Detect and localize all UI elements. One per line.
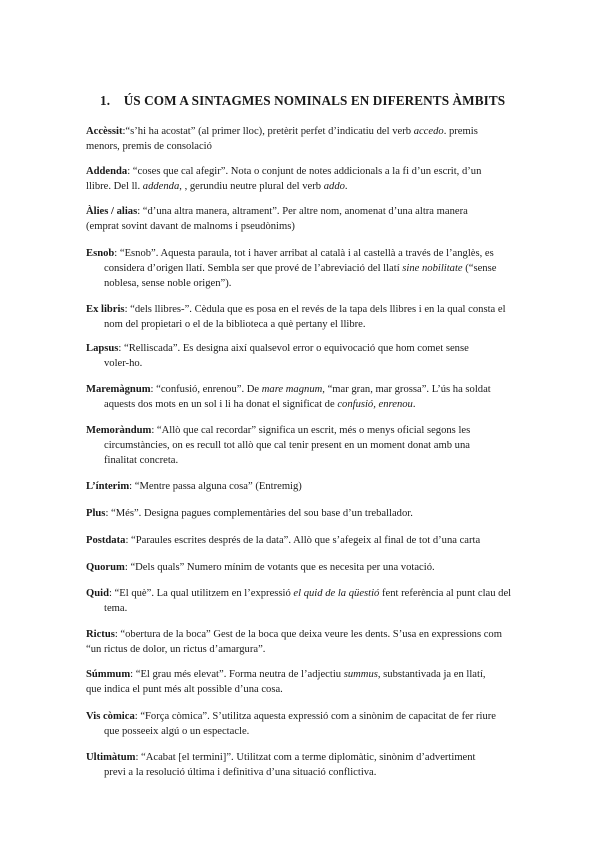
entry-term: Quorum (86, 562, 125, 573)
glossary-entry-addenda: Addenda: “coses que cal afegir”. Nota o conjunt de notes addicionals a la fi d’un escrit, d’un llibre. Del ll. addenda, , gerundiu neutre plural del verb addo. (86, 166, 482, 192)
glossary-entry-lapsus: Lapsus: “Relliscada”. Es designa així qualsevol error o equivocació que hom comet sense voler-ho. (86, 343, 469, 369)
entry-term: Addenda (86, 166, 128, 177)
glossary-entry-quorum: Quorum: “Dels quals” Numero mínim de votants que es necesita per una votació. (86, 562, 435, 573)
entry-term: Esnob (86, 248, 115, 259)
glossary-entry-maremagnum: Maremàgnum: “confusió, enrenou”. De mare magnum, “mar gran, mar grossa”. L’ús ha soldat aquests dos mots en un sol i li ha donat el significat de confusió, enrenou. (86, 384, 491, 410)
entry-term: Ex libris (86, 304, 125, 315)
entry-term: Àlies / alias (86, 206, 138, 217)
entry-term: L’ínterim (86, 481, 130, 492)
entry-term: Vis còmica (86, 711, 135, 722)
glossary-entry-esnob: Esnob: “Esnob”. Aquesta paraula, tot i haver arribat al català i al castellà a través de l’anglès, es considera d’origen llatí. Sembla ser que prové de l’abreviació del llatí sine nobilitate (“sense noblesa, sense noble origen”). (86, 248, 497, 289)
glossary-entry-quid: Quid: “El què”. La qual utilitzem en l’expressió el quid de la qüestió fent referència al punt clau del tema. (86, 588, 512, 614)
entry-term: Ultimàtum (86, 752, 136, 763)
glossary-entry-memorandum: Memoràndum: “Allò que cal recordar” significa un escrit, més o menys oficial segons les circumstàncies, on es recull tot allò que cal tenir present en un moment donat amb una finalitat concreta. (86, 425, 471, 466)
entry-term: Accèssit (86, 126, 123, 137)
glossary-entry-accessit: Accèssit:“s’hi ha acostat” (al primer lloc), pretèrit perfet d’indicatiu del verb accedo. premis menors, premis de consolació (86, 126, 478, 152)
entry-term: Súmmum (86, 669, 131, 680)
entry-term: Memoràndum (86, 425, 152, 436)
glossary-entry-plus: Plus: “Més”. Designa pagues complementàries del sou base d’un treballador. (86, 508, 413, 519)
glossary-entry-postdata: Postdata: “Paraules escrites després de la data”. Allò que s’afegeix al final de tot d’una carta (86, 535, 481, 546)
glossary-entry-vis-comica: Vis còmica: “Força còmica”. S’utilitza aquesta expressió com a sinònim de capacitat de fer riure que posseeix algú o un espectacle. (86, 711, 496, 737)
glossary-entry-alies: Àlies / alias: “d’una altra manera, altrament”. Per altre nom, anomenat d’una altra manera (emprat sovint davant de malnoms i pseudònims) (86, 206, 468, 232)
entry-term: Plus (86, 508, 106, 519)
section-title: ÚS COM A SINTAGMES NOMINALS EN DIFERENTS ÀMBITS (123, 93, 506, 108)
glossary-entry-ex-libris: Ex libris: “dels llibres-”. Cèdula que es posa en el revés de la tapa dels llibres i en la qual consta el nom del propietari o el de la biblioteca a què pertany el llibre. (86, 304, 506, 330)
section-number: 1. (100, 93, 111, 108)
glossary-entry-rictus: Rictus: “obertura de la boca” Gest de la boca que deixa veure les dents. S’usa en expressions com “un rictus de dolor, un rictus d’amargura”. (86, 629, 502, 655)
glossary-entry-ultimatum: Ultimàtum: “Acabat [el termini]”. Utilitzat com a terme diplomàtic, sinònim d’advertiment previ a la resolució última i definitiva d’una situació conflictiva. (86, 752, 476, 778)
glossary-entry-interim: L’ínterim: “Mentre passa alguna cosa” (Entremig) (86, 481, 302, 492)
entry-term: Rictus (86, 629, 115, 640)
entry-term: Quid (86, 588, 109, 599)
entry-term: Maremàgnum (86, 384, 151, 395)
entry-term: Lapsus (86, 343, 119, 354)
entry-term: Postdata (86, 535, 126, 546)
section-heading (100, 93, 540, 109)
glossary-entry-summum: Súmmum: “El grau més elevat”. Forma neutra de l’adjectiu summus, substantivada ja en llatí, que indica el punt més alt possible d’una cosa. (86, 669, 486, 695)
